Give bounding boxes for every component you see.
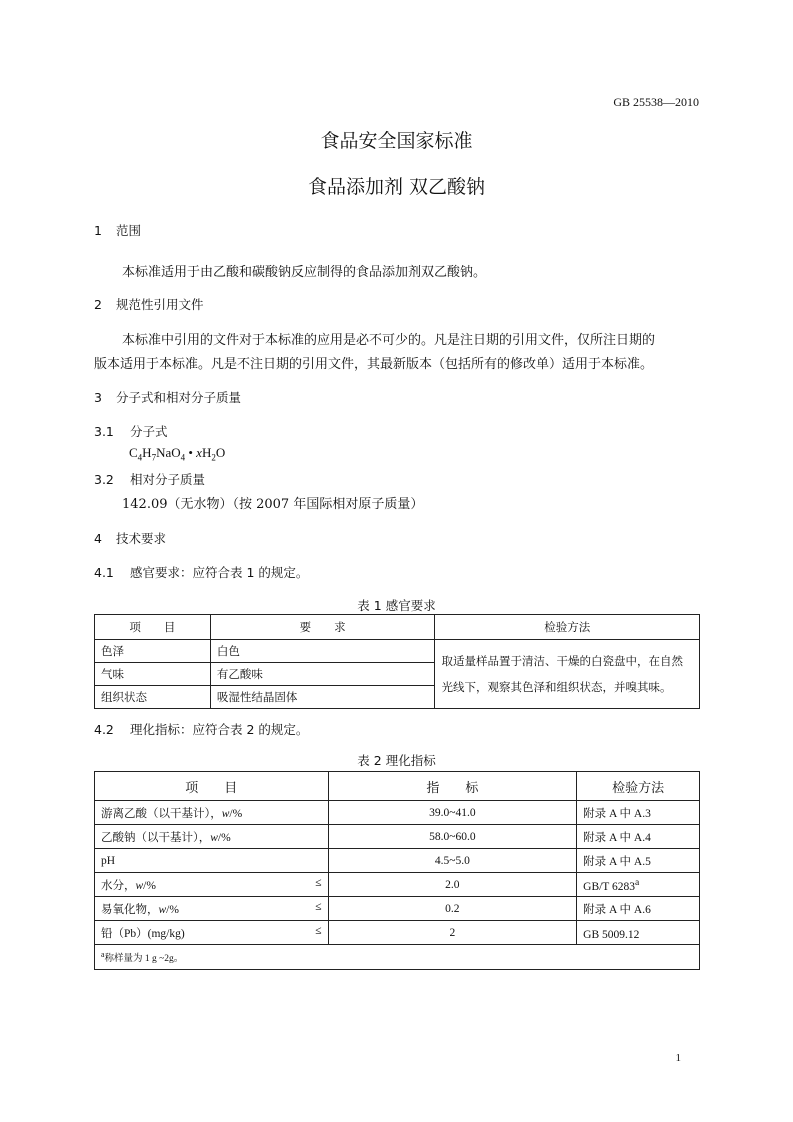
table-1-sensory: [94, 614, 700, 709]
column-header: 项 目: [95, 615, 211, 640]
section-number: 1: [94, 223, 102, 238]
table-cell-method: 附录 A 中 A.5: [577, 849, 700, 873]
section-2-text-line1: 本标准中引用的文件对于本标准的应用是必不可少的。凡是注日期的引用文件，仅所注日期的: [122, 333, 656, 348]
table-1-caption: 表 1 感官要求: [357, 598, 436, 613]
table-cell-item: 水分，w/% ≤: [95, 873, 329, 897]
table-cell-item: 游离乙酸（以干基计），w/%: [95, 801, 329, 825]
table-cell-requirement: 有乙酸味: [210, 663, 435, 686]
table-cell-item: 乙酸钠（以干基计），w/%: [95, 825, 329, 849]
table-cell-method: 附录 A 中 A.4: [577, 825, 700, 849]
table-cell-item: 气味: [95, 663, 211, 686]
table-row: [95, 921, 700, 945]
table-cell-item: pH: [95, 849, 329, 873]
table-cell-item: 组织状态: [95, 686, 211, 709]
section-number: 4: [94, 531, 102, 546]
section-number: 3.1: [94, 424, 114, 439]
section-3-2-text: 142.09（无水物）（按 2007 年国际相对原子质量）: [122, 497, 424, 512]
table-cell-value: 4.5~5.0: [328, 849, 577, 873]
table-footnote: $^a$称样量为 1 g ~2g。: [95, 945, 700, 970]
table-cell-method: 取适量样品置于清洁、干燥的白瓷盘中，在自然 光线下，观察其色泽和组织状态，并嗅其味。: [435, 640, 700, 709]
section-title: 技术要求: [116, 531, 167, 546]
table-note-row: [95, 945, 700, 970]
table-cell-item: 铅（Pb）(mg/kg) ≤: [95, 921, 329, 945]
section-3-1-heading: [94, 422, 168, 440]
section-3-2-heading: [94, 470, 205, 488]
table-row: [95, 801, 700, 825]
column-header: 检验方法: [435, 615, 700, 640]
table-cell-method: 附录 A 中 A.3: [577, 801, 700, 825]
table-2-caption: 表 2 理化指标: [357, 753, 436, 768]
table-row: [95, 825, 700, 849]
table-cell-value: 39.0~41.0: [328, 801, 577, 825]
section-title: 感官要求：应符合表 1 的规定。: [130, 565, 309, 580]
column-header: 检验方法: [577, 772, 700, 801]
table-cell-requirement: 白色: [210, 640, 435, 663]
table-cell-item: 易氧化物，w/% ≤: [95, 897, 329, 921]
table-row: [95, 849, 700, 873]
section-4-heading: [94, 529, 166, 547]
page-number: 1: [675, 1052, 681, 1064]
column-header: 指 标: [328, 772, 577, 801]
table-row: [95, 873, 700, 897]
table-row: [95, 640, 700, 663]
table-header-row: [95, 772, 700, 801]
section-number: 4.1: [94, 565, 114, 580]
section-4-1-heading: [94, 563, 308, 581]
table-cell-value: 58.0~60.0: [328, 825, 577, 849]
table-cell-value: 2.0: [328, 873, 577, 897]
section-title: 规范性引用文件: [116, 297, 204, 312]
section-title: 分子式和相对分子质量: [116, 390, 242, 405]
table-cell-value: 2: [328, 921, 577, 945]
table-cell-method: GB/T 6283$^a$: [577, 873, 700, 897]
table-cell-item: 色泽: [95, 640, 211, 663]
table-header-row: [95, 615, 700, 640]
table-2-physicochemical: [94, 771, 700, 970]
section-title: 范围: [116, 223, 142, 238]
section-3-heading: [94, 388, 241, 406]
table-cell-method: 附录 A 中 A.6: [577, 897, 700, 921]
section-2-heading: [94, 295, 204, 313]
section-2-text-line2: 版本适用于本标准。凡是不注日期的引用文件，其最新版本（包括所有的修改单）适用于本标准。: [94, 357, 654, 372]
table-cell-value: 0.2: [328, 897, 577, 921]
section-number: 4.2: [94, 722, 114, 737]
section-number: 2: [94, 297, 102, 312]
table-row: [95, 897, 700, 921]
section-1-text: 本标准适用于由乙酸和碳酸钠反应制得的食品添加剂双乙酸钠。: [122, 265, 487, 280]
section-4-2-heading: [94, 720, 308, 738]
molecular-formula: $C_4H_7NaO_4$ • $xH_2O$: [129, 445, 226, 463]
section-title: 分子式: [130, 424, 168, 439]
section-1-heading: [94, 221, 141, 239]
column-header: 要 求: [210, 615, 435, 640]
section-title: 理化指标：应符合表 2 的规定。: [130, 722, 309, 737]
table-cell-method: GB 5009.12: [577, 921, 700, 945]
section-number: 3: [94, 390, 102, 405]
table-cell-requirement: 吸湿性结晶固体: [210, 686, 435, 709]
section-number: 3.2: [94, 472, 114, 487]
section-title: 相对分子质量: [130, 472, 206, 487]
standard-code: GB 25538—2010: [613, 95, 699, 109]
document-title: 食品安全国家标准: [320, 130, 473, 152]
document-subtitle: 食品添加剂 双乙酸钠: [307, 176, 486, 198]
column-header: 项 目: [95, 772, 329, 801]
